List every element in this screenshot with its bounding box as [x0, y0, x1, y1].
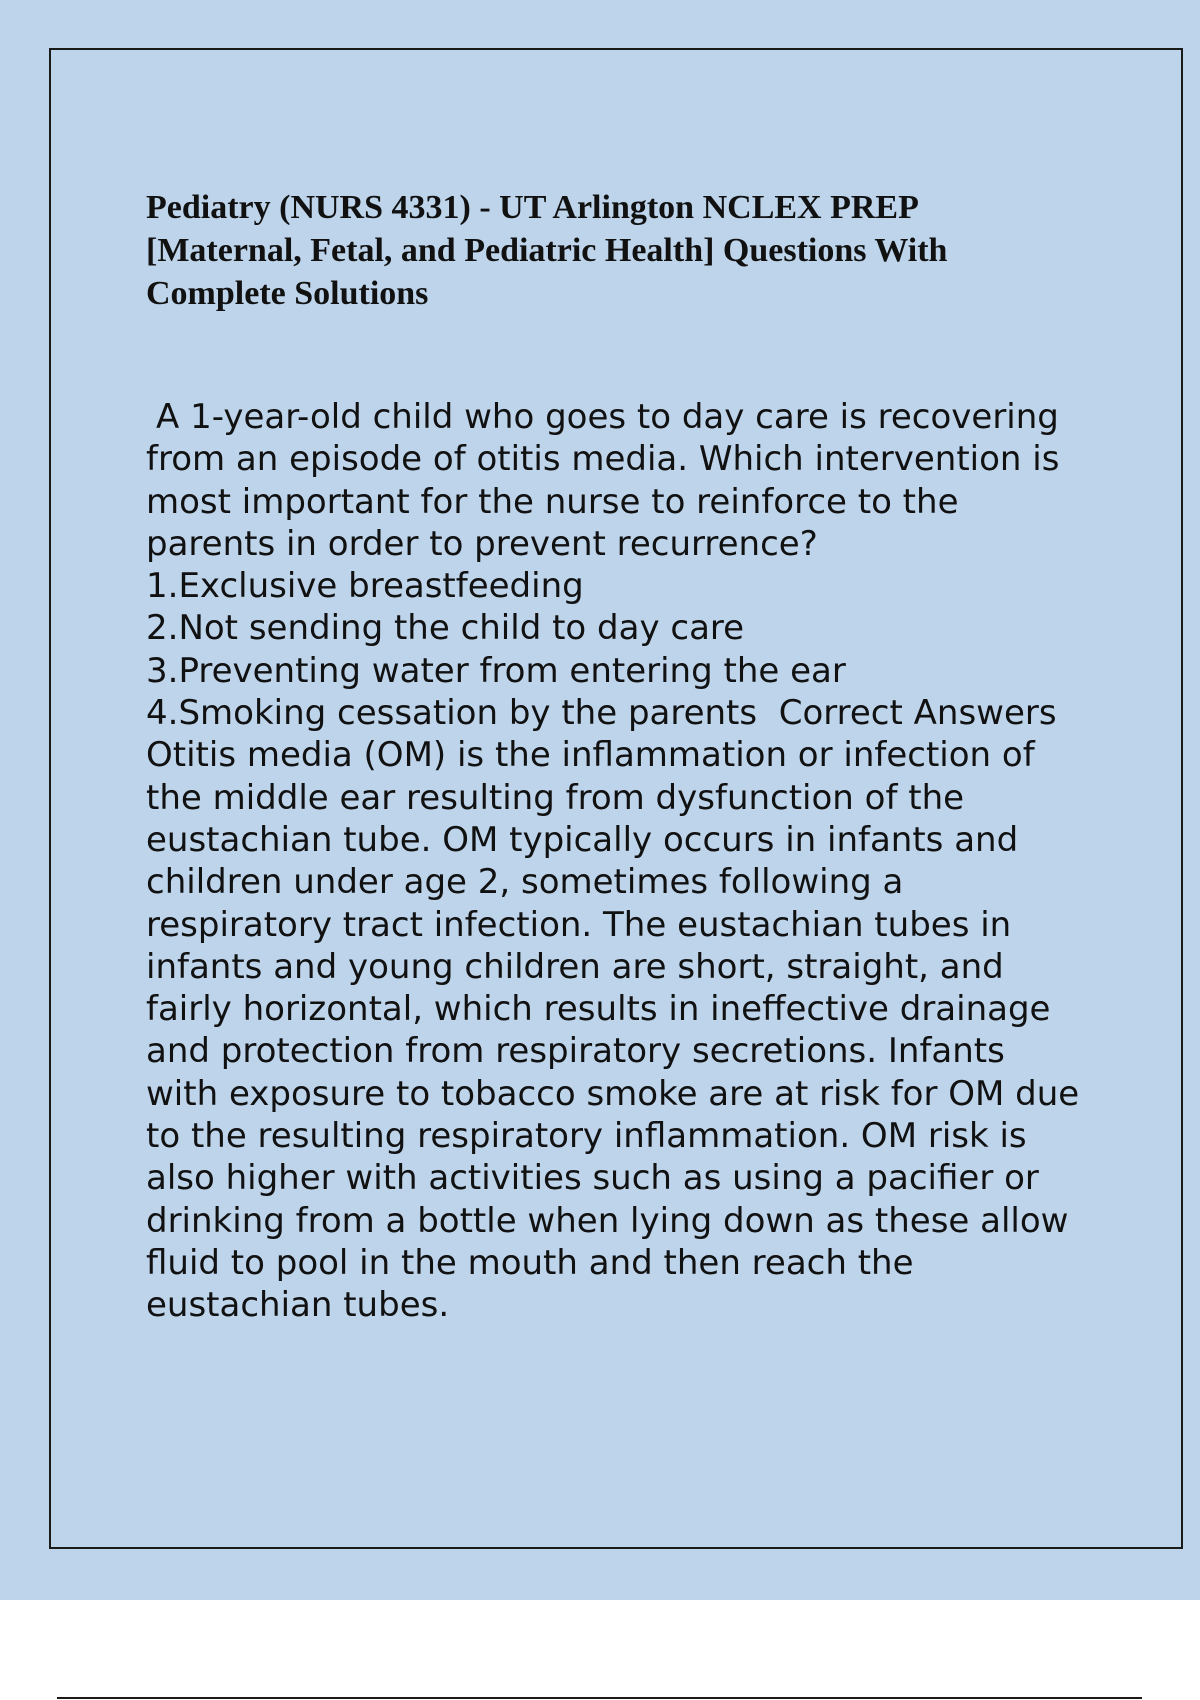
rationale-text: Otitis media (OM) is the inflammation or infection of the middle ear resulting from dysfunction of the eustachian tube. OM typically occurs in infants and children under age 2, sometimes following a respiratory tract infection. The eustachian tubes in infants and young children are short, straight, and fairly horizontal, which results in ineffective drainage and protection from respiratory secretions. Infants with exposure to tobacco smoke are at risk for OM due to the resulting respiratory inflammation. OM risk is also higher with activities such as using a pacifier or drinking from a bottle when lying down as these allow fluid to pool in the mouth and then reach the eustachian tubes. — [146, 735, 1080, 1326]
document-title: Pediatry (NURS 4331) - UT Arlington NCLEX PREP [Maternal, Fetal, and Pediatric Health] Questions With Complete Solutions — [146, 189, 948, 312]
answer-option-4: 4.Smoking cessation by the parents — [146, 693, 758, 734]
answer-option-3: 3.Preventing water from entering the ear — [146, 650, 846, 691]
footer-divider — [57, 1697, 1142, 1699]
answer-option-2: 2.Not sending the child to day care — [146, 608, 745, 649]
question-stem: A 1-year-old child who goes to day care is recovering from an episode of otitis media. Which intervention is most important for the nurse to reinforce to the parents in order to prevent recurrence? — [146, 397, 1060, 564]
question-block — [146, 396, 1086, 1327]
answer-explanation — [146, 692, 1086, 1326]
answer-option-1: 1.Exclusive breastfeeding — [146, 566, 584, 607]
correct-answers-label: Correct Answers — [778, 693, 1057, 734]
